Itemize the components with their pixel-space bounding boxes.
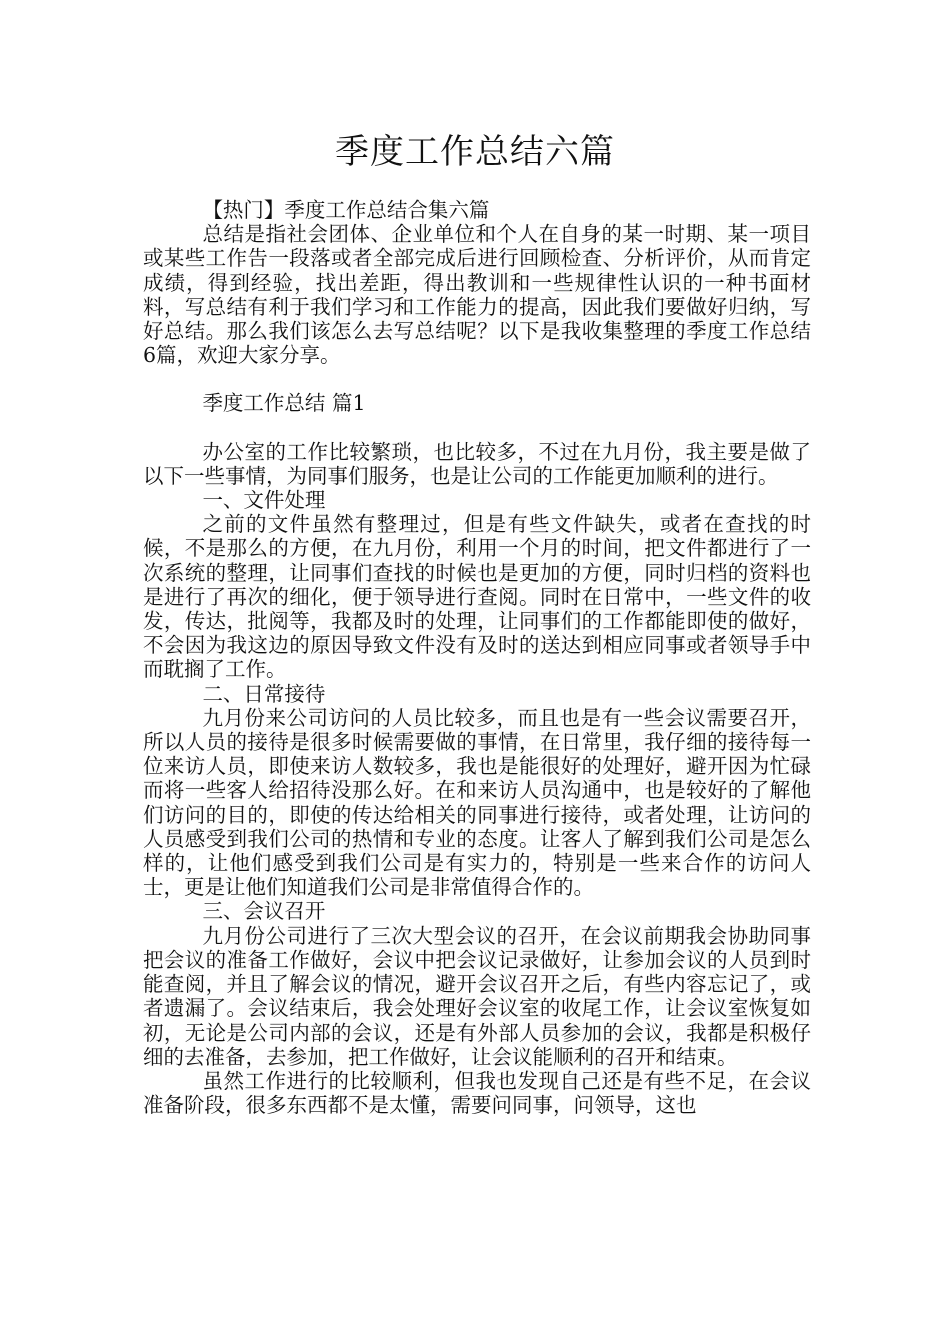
subtitle-line: 【热门】季度工作总结合集六篇	[202, 198, 490, 222]
section-title: 季度工作总结 篇1	[202, 391, 366, 416]
document-body	[143, 198, 811, 1117]
intro-paragraph: 总结是指社会团体、企业单位和个人在自身的某一时期、某一项目或某些工作告一段落或者全部完成后进行回顾检查、分析评价，从而肯定成绩，得到经验，找出差距，得出教训和一些规律性认识的一种书面材料，写总结有利于我们学习和工作能力的提高，因此我们要做好归纳，写好总结。那么我们该怎么去写总结呢？以下是我收集整理的季度工作总结6篇，欢迎大家分享。	[143, 222, 811, 368]
paragraph-2: 之前的文件虽然有整理过，但是有些文件缺失，或者在查找的时候，不是那么的方便，在九月份，利用一个月的时间，把文件都进行了一次系统的整理，让同事们查找的时候也是更加的方便，同时归档的资料也是进行了再次的细化，便于领导进行查阅。同时在日常中，一些文件的收发，传达，批阅等，我都及时的处理，让同事们的工作都能即使的做好，不会因为我这边的原因导致文件没有及时的送达到相应同事或者领导手中而耽搁了工作。	[143, 512, 811, 682]
paragraph-5: 虽然工作进行的比较顺利，但我也发现自己还是有些不足，在会议准备阶段，很多东西都不是太懂，需要问同事，问领导，这也	[143, 1068, 811, 1118]
heading-daily-reception: 二、日常接待	[202, 681, 326, 706]
paragraph-3: 九月份来公司访问的人员比较多，而且也是有一些会议需要召开，所以人员的接待是很多时候需要做的事情，在日常里，我仔细的接待每一位来访人员，即使来访人数较多，我也是能很好的处理好，避开因为忙碌而将一些客人给招待没那么好。在和来访人员沟通中，也是较好的了解他们访问的目的，即使的传达给相关的同事进行接待，或者处理，让访问的人员感受到我们公司的热情和专业的态度。让客人了解到我们公司是怎么样的，让他们感受到我们公司是有实力的，特别是一些来合作的访问人士，更是让他们知道我们公司是非常值得合作的。	[143, 705, 811, 900]
heading-file-handling: 一、文件处理	[202, 488, 326, 513]
paragraph-4: 九月份公司进行了三次大型会议的召开，在会议前期我会协助同事把会议的准备工作做好，会议中把会议记录做好，让参加会议的人员到时能查阅，并且了解会议的情况，避开会议召开之后，有些内容忘记了，或者遗漏了。会议结束后，我会处理好会议室的收尾工作，让会议室恢复如初，无论是公司内部的会议，还是有外部人员参加的会议，我都是积极仔细的去准备，去参加，把工作做好，让会议能顺利的召开和结束。	[143, 923, 811, 1069]
document-title: 季度工作总结六篇	[335, 132, 615, 172]
paragraph-1: 办公室的工作比较繁琐，也比较多，不过在九月份，我主要是做了以下一些事情，为同事们服务，也是让公司的工作能更加顺利的进行。	[143, 439, 811, 488]
heading-meetings: 三、会议召开	[202, 899, 326, 924]
